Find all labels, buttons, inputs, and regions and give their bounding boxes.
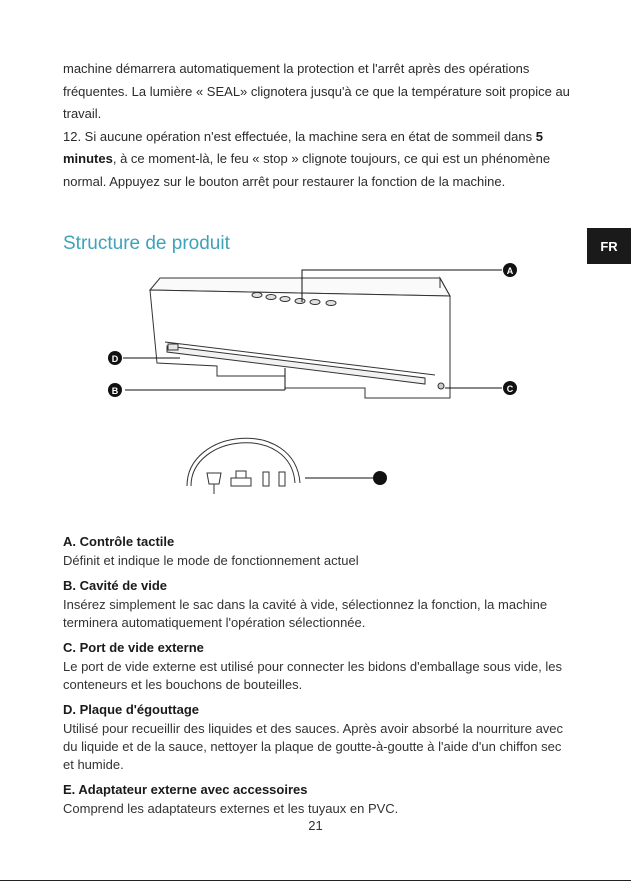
section-title: Structure de produit [63, 233, 230, 254]
spec-title: C. Port de vide externe [63, 640, 204, 655]
svg-text:D: D [111, 354, 119, 364]
svg-text:C: C [506, 384, 514, 394]
spec-description: Utilisé pour recueillir des liquides et des sauces. Après avoir absorbé la nourriture avec du liquide et de la sauce, nettoyer la plaque de goutte-à-goutte à l'aide d'un chiffon sec et humide. [63, 721, 564, 772]
adapters [207, 471, 285, 494]
spec-description: Le port de vide externe est utilisé pour connecter les bidons d'emballage sous vide, les conteneurs et les bouchons de bouteilles. [63, 659, 562, 692]
spec-description: Comprend les adaptateurs externes et les tuyaux en PVC. [63, 801, 399, 816]
label-a [503, 263, 517, 277]
svg-text:A: A [506, 266, 514, 276]
external-port [438, 383, 444, 389]
label-e-dot [373, 471, 387, 485]
spec-title: A. Contrôle tactile [63, 534, 175, 549]
intro-text [63, 58, 573, 193]
spec-item-external-adapter [63, 780, 573, 818]
spec-item-touch-control [63, 532, 573, 570]
bottom-rule [0, 880, 631, 881]
label-d [108, 351, 122, 365]
spec-title: E. Adaptateur externe avec accessoires [63, 782, 308, 797]
spec-title: B. Cavité de vide [63, 578, 168, 593]
spec-item-drip-tray [63, 700, 573, 774]
language-tab: FR [587, 228, 631, 264]
intro-p2-after: , à ce moment-là, le feu « stop » clignote toujours, ce qui est un phénomène normal. Appuyez sur le bouton arrêt pour restaurer la fonction de la machine. [63, 151, 551, 189]
drip-tray [168, 344, 178, 350]
label-c [503, 381, 517, 395]
spec-description: Insérez simplement le sac dans la cavité à vide, sélectionnez la fonction, la machine terminera automatiquement l'opération sélectionnée. [63, 597, 548, 630]
spec-item-vacuum-chamber [63, 576, 573, 632]
label-b [108, 383, 122, 397]
spec-item-external-port [63, 638, 573, 694]
product-diagram [95, 258, 535, 498]
intro-paragraph-2 [63, 126, 573, 194]
svg-text:B: B [111, 386, 119, 396]
intro-p2-bold: 5 minutes [63, 128, 543, 166]
spec-list [63, 532, 573, 824]
page-number: 21 [308, 818, 323, 833]
spec-title: D. Plaque d'égouttage [63, 702, 199, 717]
intro-paragraph-1: machine démarrera automatiquement la protection et l'arrêt après des opérations fréquentes. La lumière « SEAL» clignotera jusqu'à ce que la température soit propice au travail. [63, 61, 570, 121]
spec-description: Définit et indique le mode de fonctionnement actuel [63, 553, 359, 568]
intro-p2-before: 12. Si aucune opération n'est effectuée, la machine sera en état de sommeil dans [63, 128, 536, 144]
